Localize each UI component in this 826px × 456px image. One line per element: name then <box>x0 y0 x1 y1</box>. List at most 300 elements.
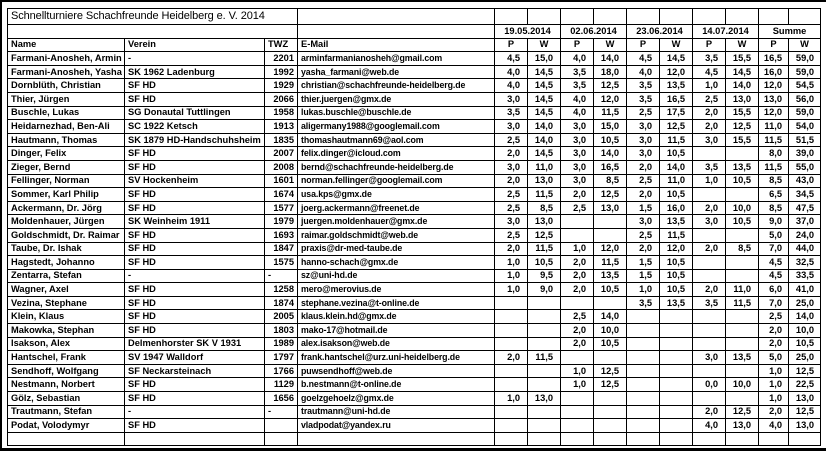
player-name-cell: Sendhoff, Wolfgang <box>8 364 125 378</box>
round-score-cell <box>693 324 726 338</box>
twz-rating-cell: 1575 <box>265 256 298 270</box>
round-score-cell: 13,5 <box>726 351 759 365</box>
round-score-cell: 13,5 <box>660 79 693 93</box>
col-header-w: W <box>528 38 561 52</box>
round-score-cell: 4,5 <box>495 52 528 66</box>
sum-score-cell: 32,5 <box>789 256 821 270</box>
email-cell: vladpodat@yandex.ru <box>298 419 495 433</box>
email-cell: hanno-schach@gmx.de <box>298 256 495 270</box>
email-cell: mako-17@hotmail.de <box>298 324 495 338</box>
sum-score-cell: 14,0 <box>789 310 821 324</box>
email-cell: thomashautmann69@aol.com <box>298 133 495 147</box>
round-score-cell <box>594 215 627 229</box>
round-score-cell: 13,0 <box>594 201 627 215</box>
round-score-cell <box>660 351 693 365</box>
player-name-cell: Hantschel, Frank <box>8 351 125 365</box>
empty-cell <box>789 432 821 446</box>
email-cell: alex.isakson@web.de <box>298 337 495 351</box>
round-score-cell <box>561 392 594 406</box>
sum-score-cell: 10,5 <box>789 337 821 351</box>
player-name-cell: Dornblüth, Christian <box>8 79 125 93</box>
sum-score-cell: 12,5 <box>789 364 821 378</box>
email-cell: norman.fellinger@googlemail.com <box>298 174 495 188</box>
empty-cell <box>125 432 265 446</box>
sum-score-cell: 1,0 <box>759 378 789 392</box>
club-cell: Delmenhorster SK V 1931 <box>125 337 265 351</box>
table-row <box>8 52 821 66</box>
round-score-cell <box>693 228 726 242</box>
table-row <box>8 256 821 270</box>
round-score-cell: 2,5 <box>495 201 528 215</box>
twz-rating-cell: 1992 <box>265 65 298 79</box>
round-score-cell: 1,0 <box>561 364 594 378</box>
round-score-cell <box>693 269 726 283</box>
table-row <box>8 92 821 106</box>
round-score-cell: 12,5 <box>726 120 759 134</box>
round-score-cell <box>693 147 726 161</box>
round-score-cell: 3,0 <box>495 160 528 174</box>
table-row <box>8 201 821 215</box>
round-date-header: 23.06.2014 <box>627 25 693 39</box>
email-cell: stephane.vezina@t-online.de <box>298 296 495 310</box>
email-cell: mero@merovius.de <box>298 283 495 297</box>
round-score-cell <box>693 188 726 202</box>
club-cell: SK 1962 Ladenburg <box>125 65 265 79</box>
sum-score-cell: 41,0 <box>789 283 821 297</box>
round-score-cell <box>726 392 759 406</box>
screenshot-left-border <box>0 0 2 451</box>
empty-cell <box>594 432 627 446</box>
round-score-cell: 1,0 <box>495 269 528 283</box>
sum-score-cell: 6,0 <box>759 283 789 297</box>
round-score-cell: 1,0 <box>693 174 726 188</box>
player-name-cell: Gölz, Sebastian <box>8 392 125 406</box>
sum-score-cell: 24,0 <box>789 228 821 242</box>
twz-rating-cell: 1797 <box>265 351 298 365</box>
round-score-cell <box>561 351 594 365</box>
column-headers-row <box>8 38 821 52</box>
round-score-cell: 3,0 <box>495 120 528 134</box>
round-score-cell <box>561 228 594 242</box>
round-score-cell: 12,5 <box>726 405 759 419</box>
round-score-cell <box>495 405 528 419</box>
round-score-cell: 2,0 <box>693 283 726 297</box>
round-score-cell: 2,0 <box>561 283 594 297</box>
round-score-cell: 3,0 <box>495 215 528 229</box>
col-header-w: W <box>789 38 821 52</box>
round-score-cell: 12,0 <box>594 242 627 256</box>
round-score-cell: 2,0 <box>627 242 660 256</box>
email-cell: felix.dinger@icloud.com <box>298 147 495 161</box>
round-score-cell <box>693 392 726 406</box>
club-cell: SF HD <box>125 324 265 338</box>
round-score-cell <box>594 351 627 365</box>
sum-score-cell: 2,5 <box>759 310 789 324</box>
sum-score-cell: 16,5 <box>759 52 789 66</box>
round-score-cell: 2,0 <box>627 160 660 174</box>
twz-rating-cell: 2201 <box>265 52 298 66</box>
twz-rating-cell: 2005 <box>265 310 298 324</box>
email-cell: frank.hantschel@urz.uni-heidelberg.de <box>298 351 495 365</box>
round-score-cell: 3,5 <box>693 52 726 66</box>
club-cell: - <box>125 52 265 66</box>
club-cell: SF HD <box>125 296 265 310</box>
round-score-cell: 10,5 <box>660 188 693 202</box>
email-cell: sz@uni-hd.de <box>298 269 495 283</box>
round-score-cell: 2,5 <box>495 228 528 242</box>
twz-rating-cell: 1874 <box>265 296 298 310</box>
round-score-cell: 10,5 <box>594 283 627 297</box>
round-score-cell: 2,0 <box>693 106 726 120</box>
player-name-cell: Zentarra, Stefan <box>8 269 125 283</box>
sum-score-cell: 12,0 <box>759 106 789 120</box>
table-row <box>8 378 821 392</box>
round-score-cell: 12,5 <box>594 378 627 392</box>
round-score-cell <box>561 296 594 310</box>
round-score-cell <box>594 228 627 242</box>
screenshot-top-border <box>0 0 826 2</box>
col-header-p: P <box>627 38 660 52</box>
email-cell: usa.kps@gmx.de <box>298 188 495 202</box>
round-score-cell <box>726 188 759 202</box>
round-score-cell <box>627 364 660 378</box>
player-name-cell: Farmani-Anosheh, Yasha <box>8 65 125 79</box>
empty-cell <box>726 432 759 446</box>
round-score-cell: 15,5 <box>726 106 759 120</box>
col-header-p: P <box>759 38 789 52</box>
round-score-cell: 3,0 <box>561 133 594 147</box>
table-row <box>8 283 821 297</box>
table-row <box>8 79 821 93</box>
sum-score-cell: 39,0 <box>789 147 821 161</box>
round-score-cell: 1,0 <box>693 79 726 93</box>
round-score-cell <box>660 392 693 406</box>
email-cell: raimar.goldschmidt@web.de <box>298 228 495 242</box>
empty-cell <box>693 432 726 446</box>
player-name-cell: Isakson, Alex <box>8 337 125 351</box>
table-row <box>8 188 821 202</box>
sum-score-cell: 16,0 <box>759 65 789 79</box>
empty-cell <box>298 25 495 39</box>
round-score-cell: 10,5 <box>528 256 561 270</box>
round-score-cell: 4,0 <box>561 92 594 106</box>
round-score-cell: 14,0 <box>594 310 627 324</box>
twz-rating-cell: 1601 <box>265 174 298 188</box>
player-name-cell: Moldenhauer, Jürgen <box>8 215 125 229</box>
table-row <box>8 133 821 147</box>
table-row <box>8 337 821 351</box>
round-score-cell: 2,0 <box>561 269 594 283</box>
round-score-cell: 13,0 <box>528 174 561 188</box>
player-name-cell: Hagstedt, Johanno <box>8 256 125 270</box>
player-name-cell: Zieger, Bernd <box>8 160 125 174</box>
player-name-cell: Klein, Klaus <box>8 310 125 324</box>
round-score-cell: 12,5 <box>594 79 627 93</box>
sum-score-cell: 8,5 <box>759 201 789 215</box>
round-score-cell <box>660 324 693 338</box>
twz-rating-cell: 1258 <box>265 283 298 297</box>
sum-score-cell: 1,0 <box>759 364 789 378</box>
col-header-w: W <box>660 38 693 52</box>
empty-cell <box>561 9 594 25</box>
round-score-cell: 2,0 <box>561 324 594 338</box>
player-name-cell: Nestmann, Norbert <box>8 378 125 392</box>
round-score-cell: 11,0 <box>726 283 759 297</box>
round-score-cell <box>528 324 561 338</box>
sum-score-cell: 1,0 <box>759 392 789 406</box>
round-score-cell: 4,0 <box>495 65 528 79</box>
sheet-title: Schnellturniere Schachfreunde Heidelberg e. V. 2014 <box>8 9 298 25</box>
empty-cell <box>759 9 789 25</box>
empty-row <box>8 432 821 446</box>
round-score-cell <box>660 419 693 433</box>
round-score-cell: 3,5 <box>561 65 594 79</box>
sum-score-cell: 59,0 <box>789 52 821 66</box>
round-score-cell: 4,0 <box>627 65 660 79</box>
round-score-cell: 1,5 <box>627 201 660 215</box>
twz-rating-cell: 1989 <box>265 337 298 351</box>
round-score-cell <box>528 310 561 324</box>
table-row <box>8 269 821 283</box>
club-cell: SK Weinheim 1911 <box>125 215 265 229</box>
round-score-cell: 10,0 <box>726 378 759 392</box>
round-score-cell: 4,0 <box>561 106 594 120</box>
round-score-cell <box>660 378 693 392</box>
club-cell: SF HD <box>125 419 265 433</box>
email-cell: bernd@schachfreunde-heidelberg.de <box>298 160 495 174</box>
round-score-cell: 2,0 <box>693 242 726 256</box>
round-score-cell: 3,0 <box>561 160 594 174</box>
round-score-cell: 14,5 <box>528 92 561 106</box>
round-score-cell <box>495 419 528 433</box>
round-score-cell: 14,0 <box>528 133 561 147</box>
round-score-cell: 14,0 <box>594 52 627 66</box>
twz-rating-cell: 1656 <box>265 392 298 406</box>
email-cell: thier.juergen@gmx.de <box>298 92 495 106</box>
round-score-cell <box>726 256 759 270</box>
player-name-cell: Makowka, Stephan <box>8 324 125 338</box>
round-score-cell <box>660 310 693 324</box>
twz-rating-cell: - <box>265 405 298 419</box>
round-score-cell: 3,0 <box>693 215 726 229</box>
round-score-cell: 3,0 <box>693 133 726 147</box>
round-dates-row <box>8 25 821 39</box>
round-score-cell <box>693 256 726 270</box>
round-score-cell: 3,5 <box>627 92 660 106</box>
twz-rating-cell: 1979 <box>265 215 298 229</box>
table-row <box>8 405 821 419</box>
table-row <box>8 242 821 256</box>
twz-rating-cell: 1847 <box>265 242 298 256</box>
round-score-cell: 10,5 <box>660 147 693 161</box>
round-score-cell: 11,5 <box>594 106 627 120</box>
round-score-cell <box>528 337 561 351</box>
sum-score-cell: 4,0 <box>759 419 789 433</box>
sum-score-cell: 33,5 <box>789 269 821 283</box>
twz-rating-cell: 1929 <box>265 79 298 93</box>
twz-rating-cell: 1674 <box>265 188 298 202</box>
round-score-cell <box>693 364 726 378</box>
col-header-p: P <box>561 38 594 52</box>
player-name-cell: Ackermann, Dr. Jörg <box>8 201 125 215</box>
round-score-cell <box>594 392 627 406</box>
results-table <box>7 8 821 446</box>
round-score-cell: 14,0 <box>660 160 693 174</box>
round-score-cell <box>627 419 660 433</box>
club-cell: SF HD <box>125 201 265 215</box>
round-score-cell: 11,5 <box>528 188 561 202</box>
round-score-cell: 13,0 <box>726 419 759 433</box>
twz-rating-cell: 2007 <box>265 147 298 161</box>
sum-score-cell: 4,5 <box>759 269 789 283</box>
round-score-cell <box>528 419 561 433</box>
twz-rating-cell: 1835 <box>265 133 298 147</box>
player-name-cell: Sommer, Karl Philip <box>8 188 125 202</box>
round-score-cell: 2,0 <box>561 188 594 202</box>
round-score-cell <box>495 310 528 324</box>
twz-rating-cell: 1766 <box>265 364 298 378</box>
round-score-cell: 15,0 <box>594 120 627 134</box>
email-cell: goelzgehoelz@gmx.de <box>298 392 495 406</box>
table-row <box>8 392 821 406</box>
table-row <box>8 419 821 433</box>
round-score-cell: 10,5 <box>594 133 627 147</box>
round-score-cell: 15,0 <box>528 52 561 66</box>
player-name-cell: Heidarnezhad, Ben-Ali <box>8 120 125 134</box>
round-score-cell <box>495 296 528 310</box>
round-score-cell: 1,0 <box>627 283 660 297</box>
club-cell: SF HD <box>125 79 265 93</box>
email-cell: aligermany1988@googlemail.com <box>298 120 495 134</box>
club-cell: SF HD <box>125 310 265 324</box>
club-cell: SF HD <box>125 392 265 406</box>
sum-score-cell: 54,0 <box>789 120 821 134</box>
round-score-cell: 10,5 <box>594 337 627 351</box>
round-score-cell: 3,0 <box>627 120 660 134</box>
round-score-cell: 2,0 <box>495 351 528 365</box>
twz-rating-cell: 1803 <box>265 324 298 338</box>
round-score-cell: 2,5 <box>627 174 660 188</box>
round-score-cell: 14,0 <box>726 79 759 93</box>
table-row <box>8 351 821 365</box>
round-score-cell: 2,0 <box>561 337 594 351</box>
sum-score-cell: 7,0 <box>759 296 789 310</box>
round-score-cell: 14,5 <box>528 65 561 79</box>
sum-score-cell: 8,5 <box>759 174 789 188</box>
round-score-cell: 3,0 <box>561 147 594 161</box>
round-score-cell <box>495 364 528 378</box>
sum-score-cell: 12,0 <box>759 79 789 93</box>
round-score-cell <box>495 324 528 338</box>
summe-header: Summe <box>759 25 821 39</box>
sum-score-cell: 8,0 <box>759 147 789 161</box>
table-row <box>8 310 821 324</box>
sum-score-cell: 55,0 <box>789 160 821 174</box>
email-cell: arminfarmanianosheh@gmail.com <box>298 52 495 66</box>
table-row <box>8 215 821 229</box>
round-score-cell: 4,5 <box>693 65 726 79</box>
round-score-cell: 3,0 <box>693 351 726 365</box>
twz-rating-cell: 2008 <box>265 160 298 174</box>
club-cell: SF HD <box>125 242 265 256</box>
club-cell: SF HD <box>125 147 265 161</box>
player-name-cell: Hautmann, Thomas <box>8 133 125 147</box>
empty-cell <box>789 9 821 25</box>
round-score-cell: 0,0 <box>693 378 726 392</box>
round-score-cell: 13,0 <box>726 92 759 106</box>
round-score-cell: 10,0 <box>594 324 627 338</box>
twz-rating-cell: 1958 <box>265 106 298 120</box>
sum-score-cell: 25,0 <box>789 351 821 365</box>
col-header-w: W <box>594 38 627 52</box>
table-row <box>8 364 821 378</box>
round-score-cell: 1,0 <box>495 283 528 297</box>
round-score-cell <box>594 405 627 419</box>
round-score-cell: 11,5 <box>660 228 693 242</box>
round-score-cell: 2,5 <box>495 188 528 202</box>
round-score-cell <box>726 337 759 351</box>
round-score-cell <box>726 324 759 338</box>
round-score-cell: 14,5 <box>528 79 561 93</box>
sum-score-cell: 22,5 <box>789 378 821 392</box>
round-score-cell: 3,5 <box>561 79 594 93</box>
club-cell: SF HD <box>125 256 265 270</box>
player-name-cell: Thier, Jürgen <box>8 92 125 106</box>
sum-score-cell: 47,5 <box>789 201 821 215</box>
round-score-cell: 12,5 <box>528 228 561 242</box>
round-score-cell: 10,5 <box>660 269 693 283</box>
round-score-cell <box>594 296 627 310</box>
sum-score-cell: 25,0 <box>789 296 821 310</box>
email-cell: lukas.buschle@buschle.de <box>298 106 495 120</box>
round-score-cell <box>627 351 660 365</box>
sum-score-cell: 11,5 <box>759 160 789 174</box>
sum-score-cell: 34,5 <box>789 188 821 202</box>
round-score-cell: 12,5 <box>594 188 627 202</box>
table-row <box>8 120 821 134</box>
table-row <box>8 174 821 188</box>
empty-cell <box>660 9 693 25</box>
club-cell: SF HD <box>125 92 265 106</box>
empty-cell <box>627 432 660 446</box>
round-score-cell: 14,0 <box>528 120 561 134</box>
round-score-cell: 8,5 <box>528 201 561 215</box>
round-score-cell: 2,5 <box>693 92 726 106</box>
round-score-cell: 2,0 <box>495 147 528 161</box>
twz-rating-cell: 2066 <box>265 92 298 106</box>
sum-score-cell: 59,0 <box>789 106 821 120</box>
round-score-cell <box>627 405 660 419</box>
sum-score-cell: 44,0 <box>789 242 821 256</box>
round-score-cell: 4,5 <box>627 52 660 66</box>
round-score-cell: 11,5 <box>726 296 759 310</box>
round-score-cell <box>726 269 759 283</box>
title-row <box>8 9 821 25</box>
round-score-cell: 11,5 <box>660 133 693 147</box>
player-name-cell: Vezina, Stephane <box>8 296 125 310</box>
round-score-cell: 11,5 <box>528 242 561 256</box>
club-cell: - <box>125 405 265 419</box>
round-score-cell: 13,0 <box>528 392 561 406</box>
round-score-cell: 9,5 <box>528 269 561 283</box>
round-score-cell: 12,5 <box>660 120 693 134</box>
round-score-cell: 14,5 <box>660 52 693 66</box>
empty-cell <box>495 432 528 446</box>
email-cell: praxis@dr-med-taube.de <box>298 242 495 256</box>
round-score-cell <box>528 378 561 392</box>
email-cell: klaus.klein.hd@gmx.de <box>298 310 495 324</box>
round-score-cell: 3,5 <box>627 296 660 310</box>
